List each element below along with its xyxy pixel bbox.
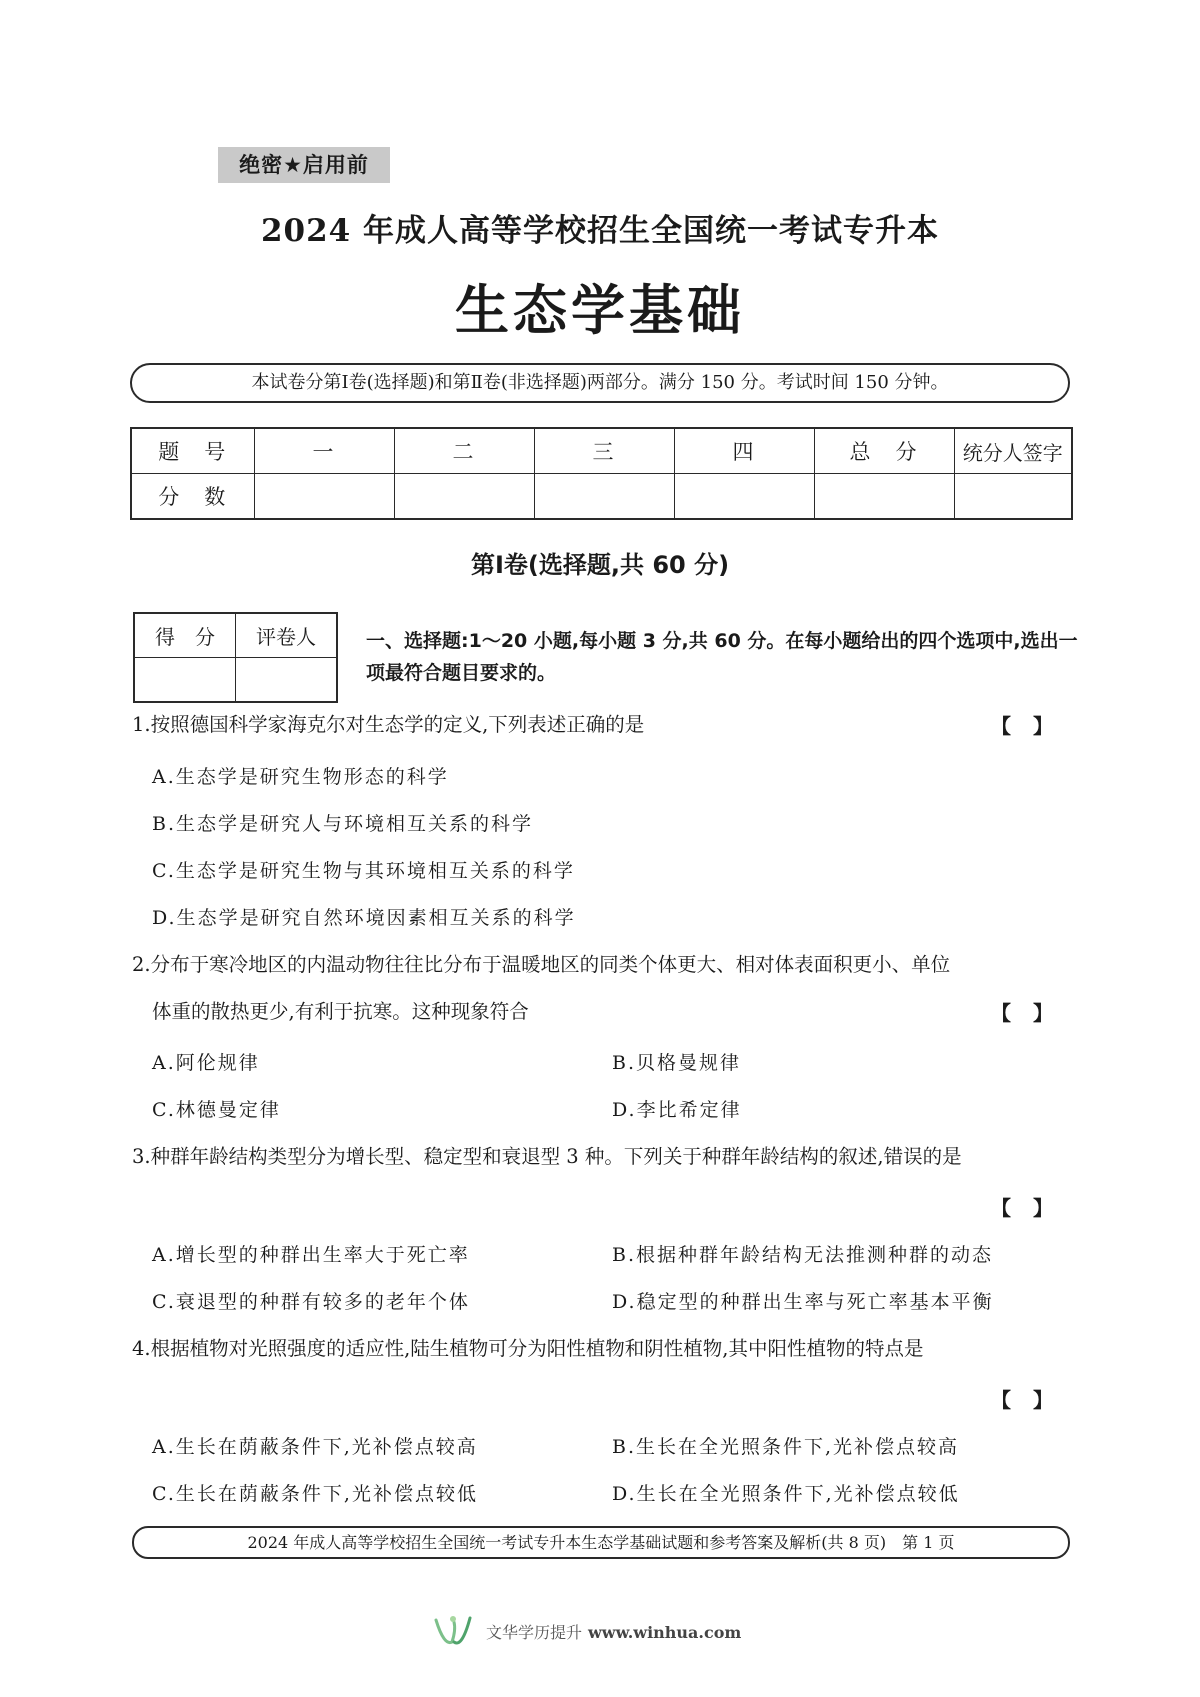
grader-score-cell[interactable] bbox=[134, 658, 236, 703]
question-4-option-c: C.生长在荫蔽条件下,光补偿点较低 bbox=[152, 1483, 478, 1505]
score-table-row-header: 分 数 bbox=[131, 474, 254, 520]
score-table-col-header: 统分人签字 bbox=[954, 428, 1072, 474]
answer-bracket[interactable]: 【】 bbox=[991, 1001, 1075, 1025]
grader-score-label: 得 分 bbox=[134, 613, 236, 658]
question-1-option-a: A.生态学是研究生物形态的科学 bbox=[152, 766, 449, 788]
question-2-option-c: C.林德曼定律 bbox=[152, 1099, 281, 1121]
watermark-url: www.winhua.com bbox=[588, 1623, 742, 1642]
question-4-option-a: A.生长在荫蔽条件下,光补偿点较高 bbox=[152, 1436, 478, 1458]
question-3-option-b: B.根据种群年龄结构无法推测种群的动态 bbox=[612, 1244, 994, 1266]
score-cell[interactable] bbox=[814, 474, 954, 520]
question-3-option-d: D.稳定型的种群出生率与死亡率基本平衡 bbox=[612, 1291, 994, 1313]
question-2-stem-line-1: 2.分布于寒冷地区的内温动物往往比分布于温暖地区的同类个体更大、相对体表面积更小、单位 bbox=[132, 953, 951, 976]
confidential-label: 绝密★启用前 bbox=[218, 147, 390, 183]
question-4-option-b: B.生长在全光照条件下,光补偿点较高 bbox=[612, 1436, 960, 1458]
question-3-option-a: A.增长型的种群出生率大于死亡率 bbox=[152, 1244, 470, 1266]
score-table-col-header: 一 bbox=[254, 428, 394, 474]
subject-title: 生态学基础 bbox=[455, 279, 745, 342]
answer-bracket[interactable]: 【】 bbox=[991, 714, 1075, 738]
score-table bbox=[130, 427, 1073, 520]
winhua-logo-icon bbox=[432, 1612, 476, 1652]
exam-instructions: 本试卷分第Ⅰ卷(选择题)和第Ⅱ卷(非选择题)两部分。满分 150 分。考试时间 150 分钟。 bbox=[130, 363, 1070, 403]
page-footer: 2024 年成人高等学校招生全国统一考试专升本生态学基础试题和参考答案及解析(共 8 页) 第 1 页 bbox=[132, 1526, 1070, 1559]
question-4-stem: 4.根据植物对光照强度的适应性,陆生植物可分为阳性植物和阴性植物,其中阳性植物的特点是 bbox=[132, 1337, 924, 1360]
answer-bracket[interactable]: 【】 bbox=[991, 1196, 1075, 1220]
question-1-stem: 1.按照德国科学家海克尔对生态学的定义,下列表述正确的是 bbox=[132, 713, 645, 736]
exam-title: 2024 年成人高等学校招生全国统一考试专升本 bbox=[260, 213, 940, 249]
signature-cell[interactable] bbox=[954, 474, 1072, 520]
score-table-col-header: 四 bbox=[674, 428, 814, 474]
score-cell[interactable] bbox=[394, 474, 534, 520]
question-2-option-b: B.贝格曼规律 bbox=[612, 1052, 742, 1074]
question-4-option-d: D.生长在全光照条件下,光补偿点较低 bbox=[612, 1483, 960, 1505]
question-3-option-c: C.衰退型的种群有较多的老年个体 bbox=[152, 1291, 470, 1313]
question-1-option-b: B.生态学是研究人与环境相互关系的科学 bbox=[152, 813, 534, 835]
answer-bracket[interactable]: 【】 bbox=[991, 1388, 1075, 1412]
grader-name-cell[interactable] bbox=[236, 658, 338, 703]
score-table-col-header: 总 分 bbox=[814, 428, 954, 474]
score-table-col-header: 三 bbox=[534, 428, 674, 474]
question-1-option-c: C.生态学是研究生物与其环境相互关系的科学 bbox=[152, 860, 575, 882]
watermark bbox=[486, 1620, 741, 1643]
score-cell[interactable] bbox=[534, 474, 674, 520]
watermark-name: 文华学历提升 bbox=[486, 1623, 583, 1642]
score-cell[interactable] bbox=[674, 474, 814, 520]
question-2-stem-line-2: 体重的散热更少,有利于抗寒。这种现象符合 bbox=[152, 1000, 529, 1023]
question-2-option-a: A.阿伦规律 bbox=[152, 1052, 260, 1074]
score-table-header-row bbox=[131, 428, 1072, 474]
grader-name-label: 评卷人 bbox=[236, 613, 338, 658]
question-2-option-d: D.李比希定律 bbox=[612, 1099, 742, 1121]
part-title: 第Ⅰ卷(选择题,共 60 分) bbox=[470, 551, 730, 579]
score-table-col-header: 二 bbox=[394, 428, 534, 474]
grader-table bbox=[133, 612, 338, 703]
section-intro: 一、选择题:1～20 小题,每小题 3 分,共 60 分。在每小题给出的四个选项中,选出一项最符合题目要求的。 bbox=[366, 630, 1078, 684]
score-table-row-header: 题 号 bbox=[131, 428, 254, 474]
question-1-option-d: D.生态学是研究自然环境因素相互关系的科学 bbox=[152, 907, 576, 929]
score-table-score-row bbox=[131, 474, 1072, 520]
question-3-stem: 3.种群年龄结构类型分为增长型、稳定型和衰退型 3 种。下列关于种群年龄结构的叙述,错误的是 bbox=[132, 1145, 962, 1168]
score-cell[interactable] bbox=[254, 474, 394, 520]
